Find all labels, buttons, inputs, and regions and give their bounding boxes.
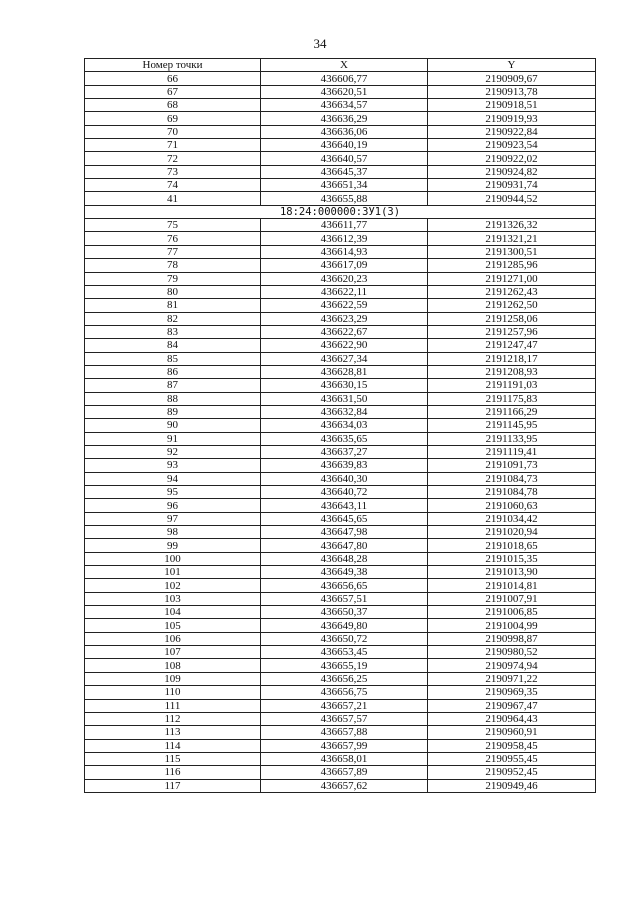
section-label: 18:24:000000:ЗУ1(3) [85,205,596,218]
table-row [85,272,596,285]
y-cell: 2191084,73 [428,472,596,485]
table-row [85,686,596,699]
point-number-cell: 92 [85,445,261,458]
table-row [85,139,596,152]
y-cell: 2191262,43 [428,285,596,298]
point-number-cell: 74 [85,179,261,192]
point-number-cell: 109 [85,672,261,685]
point-number-cell: 67 [85,85,261,98]
point-number-cell: 111 [85,699,261,712]
y-cell: 2191321,21 [428,232,596,245]
point-number-cell: 114 [85,739,261,752]
y-cell: 2191013,90 [428,566,596,579]
point-number-cell: 41 [85,192,261,205]
y-cell: 2191262,50 [428,299,596,312]
point-number-cell: 90 [85,419,261,432]
x-cell: 436606,77 [261,72,428,85]
table-row [85,672,596,685]
table-row [85,285,596,298]
table-row [85,259,596,272]
y-cell: 2191006,85 [428,606,596,619]
x-cell: 436657,99 [261,739,428,752]
x-cell: 436612,39 [261,232,428,245]
y-cell: 2191015,35 [428,552,596,565]
point-number-cell: 99 [85,539,261,552]
table-row [85,445,596,458]
table-row [85,739,596,752]
point-number-cell: 89 [85,405,261,418]
x-cell: 436656,25 [261,672,428,685]
point-number-cell: 98 [85,526,261,539]
table-row [85,512,596,525]
point-number-cell: 117 [85,779,261,792]
table-row [85,539,596,552]
point-number-cell: 75 [85,219,261,232]
point-number-cell: 112 [85,712,261,725]
table-row [85,245,596,258]
table-row [85,579,596,592]
y-cell: 2191257,96 [428,325,596,338]
x-cell: 436620,51 [261,85,428,98]
table-row [85,779,596,792]
y-cell: 2191175,83 [428,392,596,405]
x-cell: 436640,30 [261,472,428,485]
table-row [85,312,596,325]
table-row [85,405,596,418]
y-cell: 2190960,91 [428,726,596,739]
table-row [85,325,596,338]
x-cell: 436634,57 [261,99,428,112]
x-cell: 436656,75 [261,686,428,699]
x-cell: 436620,23 [261,272,428,285]
y-cell: 2191018,65 [428,539,596,552]
header-point-number: Номер точки [85,59,261,72]
x-cell: 436623,29 [261,312,428,325]
y-cell: 2190931,74 [428,179,596,192]
table-row [85,752,596,765]
point-number-cell: 88 [85,392,261,405]
x-cell: 436657,89 [261,766,428,779]
point-number-cell: 68 [85,99,261,112]
y-cell: 2191145,95 [428,419,596,432]
x-cell: 436647,80 [261,539,428,552]
point-number-cell: 80 [85,285,261,298]
table-row [85,552,596,565]
y-cell: 2191091,73 [428,459,596,472]
point-number-cell: 91 [85,432,261,445]
table-row [85,432,596,445]
x-cell: 436632,84 [261,405,428,418]
point-number-cell: 110 [85,686,261,699]
point-number-cell: 107 [85,646,261,659]
table-row [85,499,596,512]
x-cell: 436649,80 [261,619,428,632]
point-number-cell: 102 [85,579,261,592]
table-row [85,646,596,659]
x-cell: 436653,45 [261,646,428,659]
point-number-cell: 96 [85,499,261,512]
table-row [85,606,596,619]
point-number-cell: 104 [85,606,261,619]
y-cell: 2191191,03 [428,379,596,392]
table-body [85,72,596,793]
table-row [85,352,596,365]
x-cell: 436650,37 [261,606,428,619]
y-cell: 2190998,87 [428,632,596,645]
x-cell: 436639,83 [261,459,428,472]
y-cell: 2190958,45 [428,739,596,752]
point-number-cell: 79 [85,272,261,285]
x-cell: 436635,65 [261,432,428,445]
table-row [85,379,596,392]
x-cell: 436657,57 [261,712,428,725]
x-cell: 436637,27 [261,445,428,458]
y-cell: 2191020,94 [428,526,596,539]
y-cell: 2191034,42 [428,512,596,525]
y-cell: 2191326,32 [428,219,596,232]
point-number-cell: 76 [85,232,261,245]
x-cell: 436611,77 [261,219,428,232]
point-number-cell: 70 [85,125,261,138]
point-number-cell: 103 [85,592,261,605]
coordinates-table [84,58,596,793]
x-cell: 436627,34 [261,352,428,365]
y-cell: 2191247,47 [428,339,596,352]
point-number-cell: 85 [85,352,261,365]
x-cell: 436622,11 [261,285,428,298]
y-cell: 2190964,43 [428,712,596,725]
x-cell: 436651,34 [261,179,428,192]
point-number-cell: 113 [85,726,261,739]
y-cell: 2190955,45 [428,752,596,765]
point-number-cell: 101 [85,566,261,579]
table-row [85,726,596,739]
table-row [85,566,596,579]
y-cell: 2190924,82 [428,165,596,178]
y-cell: 2190969,35 [428,686,596,699]
point-number-cell: 87 [85,379,261,392]
point-number-cell: 84 [85,339,261,352]
x-cell: 436636,06 [261,125,428,138]
x-cell: 436622,67 [261,325,428,338]
y-cell: 2190980,52 [428,646,596,659]
y-cell: 2190922,84 [428,125,596,138]
x-cell: 436657,21 [261,699,428,712]
x-cell: 436658,01 [261,752,428,765]
point-number-cell: 82 [85,312,261,325]
point-number-cell: 108 [85,659,261,672]
point-number-cell: 73 [85,165,261,178]
x-cell: 436634,03 [261,419,428,432]
y-cell: 2191004,99 [428,619,596,632]
table-row [85,619,596,632]
table-row [85,459,596,472]
point-number-cell: 77 [85,245,261,258]
point-number-cell: 72 [85,152,261,165]
x-cell: 436645,65 [261,512,428,525]
point-number-cell: 94 [85,472,261,485]
x-cell: 436655,88 [261,192,428,205]
point-number-cell: 81 [85,299,261,312]
table-row [85,526,596,539]
y-cell: 2190918,51 [428,99,596,112]
point-number-cell: 83 [85,325,261,338]
x-cell: 436628,81 [261,365,428,378]
point-number-cell: 116 [85,766,261,779]
x-cell: 436622,59 [261,299,428,312]
x-cell: 436630,15 [261,379,428,392]
point-number-cell: 78 [85,259,261,272]
table-row [85,592,596,605]
x-cell: 436614,93 [261,245,428,258]
table-row [85,72,596,85]
y-cell: 2191060,63 [428,499,596,512]
y-cell: 2190974,94 [428,659,596,672]
y-cell: 2190922,02 [428,152,596,165]
y-cell: 2191007,91 [428,592,596,605]
y-cell: 2190952,45 [428,766,596,779]
header-y: Y [428,59,596,72]
y-cell: 2190923,54 [428,139,596,152]
x-cell: 436657,88 [261,726,428,739]
y-cell: 2190971,22 [428,672,596,685]
y-cell: 2191258,06 [428,312,596,325]
y-cell: 2191208,93 [428,365,596,378]
y-cell: 2190949,46 [428,779,596,792]
x-cell: 436636,29 [261,112,428,125]
y-cell: 2190944,52 [428,192,596,205]
table-row [85,85,596,98]
page-number: 34 [313,36,327,51]
point-number-cell: 86 [85,365,261,378]
y-cell: 2191300,51 [428,245,596,258]
header-x: X [261,59,428,72]
table-row [85,659,596,672]
x-cell: 436656,65 [261,579,428,592]
table-row [85,712,596,725]
y-cell: 2190967,47 [428,699,596,712]
table-row [85,766,596,779]
point-number-cell: 105 [85,619,261,632]
y-cell: 2190913,78 [428,85,596,98]
x-cell: 436617,09 [261,259,428,272]
table-row [85,299,596,312]
point-number-cell: 93 [85,459,261,472]
table-header-row [85,59,596,72]
point-number-cell: 71 [85,139,261,152]
x-cell: 436640,72 [261,486,428,499]
table-row [85,486,596,499]
table-row [85,419,596,432]
table-row [85,472,596,485]
point-number-cell: 115 [85,752,261,765]
y-cell: 2191084,78 [428,486,596,499]
x-cell: 436631,50 [261,392,428,405]
y-cell: 2191271,00 [428,272,596,285]
y-cell: 2191166,29 [428,405,596,418]
x-cell: 436649,38 [261,566,428,579]
x-cell: 436655,19 [261,659,428,672]
point-number-cell: 69 [85,112,261,125]
y-cell: 2191218,17 [428,352,596,365]
table-row [85,192,596,205]
table-row [85,125,596,138]
y-cell: 2190909,67 [428,72,596,85]
x-cell: 436657,62 [261,779,428,792]
y-cell: 2190919,93 [428,112,596,125]
x-cell: 436640,57 [261,152,428,165]
point-number-cell: 66 [85,72,261,85]
table-row [85,179,596,192]
table-row [85,219,596,232]
table-row [85,232,596,245]
point-number-cell: 106 [85,632,261,645]
point-number-cell: 97 [85,512,261,525]
table-row [85,99,596,112]
y-cell: 2191119,41 [428,445,596,458]
x-cell: 436622,90 [261,339,428,352]
x-cell: 436650,72 [261,632,428,645]
table-row [85,699,596,712]
y-cell: 2191133,95 [428,432,596,445]
x-cell: 436640,19 [261,139,428,152]
x-cell: 436648,28 [261,552,428,565]
section-row [85,205,596,218]
x-cell: 436647,98 [261,526,428,539]
y-cell: 2191014,81 [428,579,596,592]
table-row [85,632,596,645]
y-cell: 2191285,96 [428,259,596,272]
table-row [85,339,596,352]
table-row [85,392,596,405]
point-number-cell: 95 [85,486,261,499]
x-cell: 436657,51 [261,592,428,605]
table-row [85,152,596,165]
table-row [85,112,596,125]
table-row [85,365,596,378]
point-number-cell: 100 [85,552,261,565]
x-cell: 436645,37 [261,165,428,178]
x-cell: 436643,11 [261,499,428,512]
table-row [85,165,596,178]
